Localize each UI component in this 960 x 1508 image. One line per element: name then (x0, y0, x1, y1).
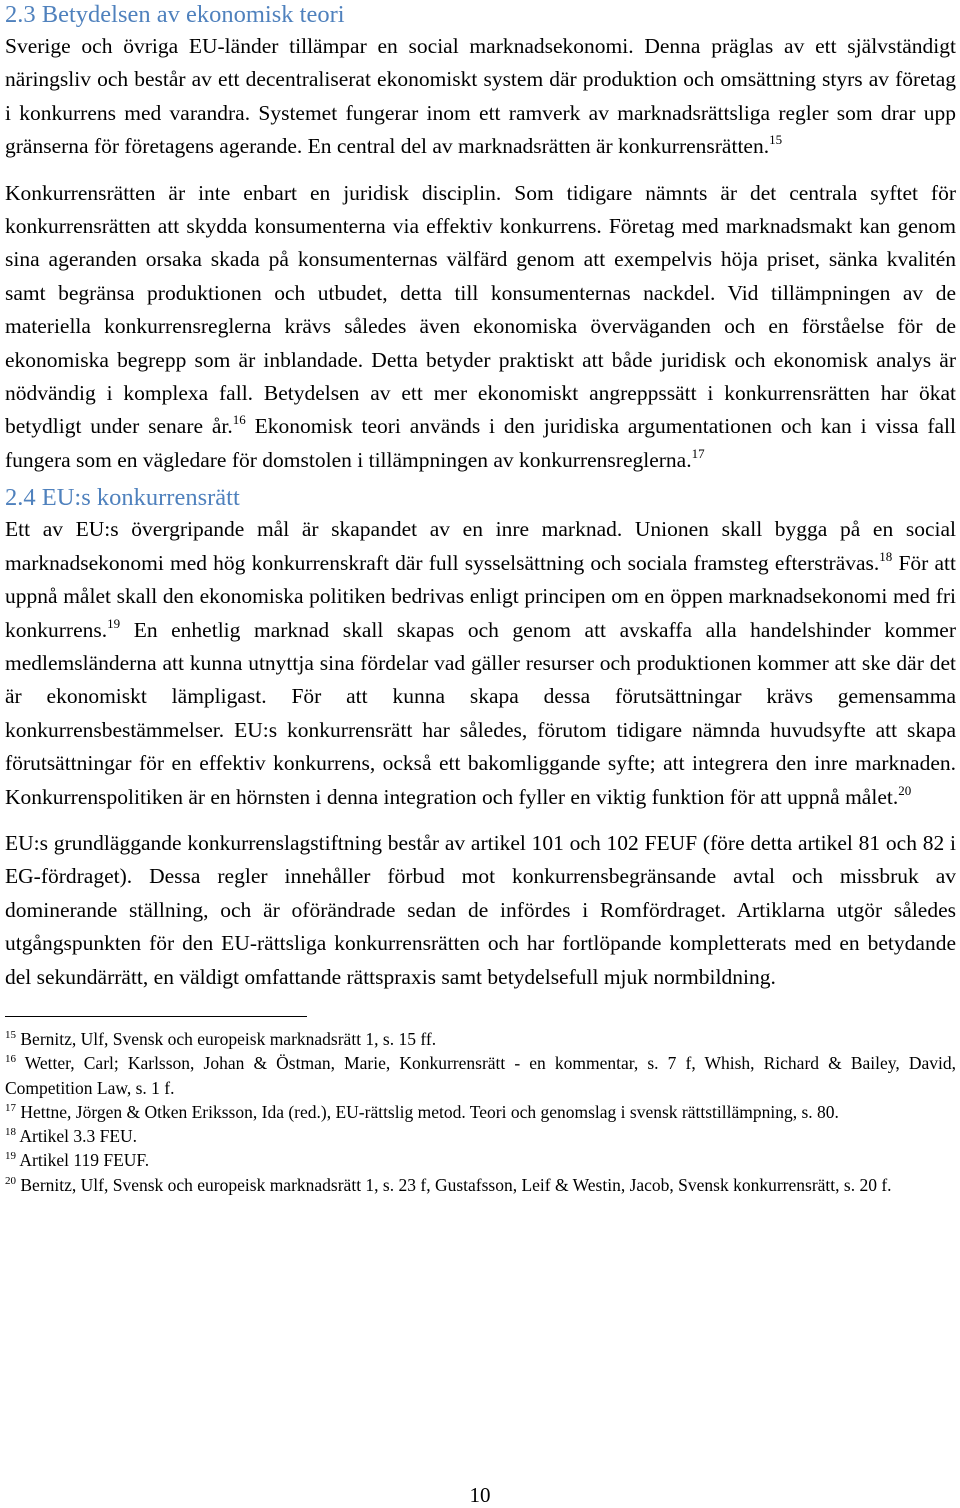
footnote-text: Artikel 119 FEUF. (19, 1150, 150, 1171)
paragraph-2-3-2 (5, 177, 956, 478)
footnote-ref-17: 17 (691, 445, 705, 461)
footnote-19 (5, 1148, 956, 1172)
footnote-17 (5, 1100, 956, 1124)
page-number: 10 (469, 1483, 491, 1507)
footnote-text: Artikel 3.3 FEU. (19, 1126, 138, 1147)
footnote-number: 18 (5, 1126, 16, 1139)
footnote-ref-18: 18 (879, 548, 893, 564)
footnote-text: Bernitz, Ulf, Svensk och europeisk marknadsrätt 1, s. 23 f, Gustafsson, Leif & Westin, Jacob, Svensk konkurrensrätt, s. 20 f. (20, 1174, 892, 1195)
footnote-text: Wetter, Carl; Karlsson, Johan & Östman, Marie, Konkurrensrätt - en kommentar, s. 7 f, Whish, Richard & Bailey, David, Competition Law, s. 1 f. (5, 1053, 956, 1098)
footnote-number: 19 (5, 1150, 16, 1163)
footnote-number: 17 (5, 1101, 16, 1114)
footnote-text: Hettne, Jörgen & Otken Eriksson, Ida (red.), EU-rättslig metod. Teori och genomslag i svensk rättstillämpning, s. 80. (20, 1101, 839, 1122)
footnote-ref-20: 20 (898, 782, 912, 798)
footnote-ref-19: 19 (107, 615, 121, 631)
paragraph-text: För att uppnå målet skall den ekonomiska politiken bedrivas enligt principen om en öppen marknadsekonomi med fri konkurrens. (5, 550, 956, 642)
footnote-text: Bernitz, Ulf, Svensk och europeisk marknadsrätt 1, s. 15 ff. (20, 1028, 437, 1049)
paragraph-text: En enhetlig marknad skall skapas och genom att avskaffa alla handelshinder kommer medlemsländerna att kunna utnyttja sina fördelar vad gäller resurser och produktionen kommer att ske där det är ekonomiskt lämpligast. För att kunna skapa dessa förutsättningar krävs gemensamma konkurrensbestämmelser. EU:s konkurrensrätt har således, förutom tidigare nämnda huvudsyfte att skapa förutsättningar för en effektiv konkurrens, också ett bakomliggande syfte; att integrera den inre marknaden. Konkurrenspolitiken är en hörnsten i denna integration och fyller en viktig funktion för att uppnå målet. (5, 617, 957, 809)
paragraph-text: Sverige och övriga EU-länder tillämpar en social marknadsekonomi. Denna präglas av ett självständigt näringsliv och består av ett decentraliserat ekonomiskt system där produktion och omsättning styrs av företag i konkurrens med varandra. Systemet fungerar inom ett ramverk av marknadsrättsliga regler som drar upp gränserna för företagens agerande. En central del av marknadsrätten är konkurrensrätten. (5, 34, 956, 159)
footnote-15 (5, 1027, 956, 1051)
footnotes (5, 1027, 956, 1197)
footnote-18 (5, 1124, 956, 1148)
paragraph-text: Konkurrensrätten är inte enbart en juridisk disciplin. Som tidigare nämnts är det centrala syftet för konkurrensrätten att skydda konsumenterna via effektiv konkurrens. Företag med marknadsmakt kan genom sina ageranden orsaka skada på konsumenternas välfärd genom att exempelvis höja priset, sänka kvalitén samt begränsa produktionen och utbudet, detta till konsumenternas nackdel. Vid tillämpningen av de materiella konkurrensreglerna krävs således även ekonomiska överväganden och en förståelse för de ekonomiska begrepp som är inblandade. Detta betyder praktiskt att både juridisk och ekonomisk analys är nödvändig i komplexa fall. Betydelsen av ett mer ekonomiskt angreppssätt i konkurrensrätten har ökat betydligt under senare år. (5, 180, 956, 439)
footnote-number: 15 (5, 1028, 16, 1041)
footnote-ref-15: 15 (769, 132, 783, 148)
footnote-number: 16 (5, 1053, 16, 1066)
paragraph-text: Ett av EU:s övergripande mål är skapandet av en inre marknad. Unionen skall bygga på en social marknadsekonomi med hög konkurrenskraft där full sysselsättning och sociala framsteg eftersträvas. (5, 517, 956, 575)
paragraph-2-4-2: EU:s grundläggande konkurrenslagstiftning består av artikel 101 och 102 FEUF (före detta artikel 81 och 82 i EG-fördraget). Dessa regler innehåller förbud mot konkurrensbegränsande avtal och missbruk av dominerande ställning, och är oförändrade sedan de infördes i Romfördraget. Artiklarna utgör således utgångspunkten för den EU-rättsliga konkurrensrätten och har fortlöpande kompletterats med en betydande del sekundärrätt, en väldigt omfattande rättspraxis samt betydelsefull mjuk normbildning. (5, 830, 956, 989)
paragraph-2-4-1 (5, 513, 956, 814)
footnote-ref-16: 16 (232, 412, 246, 428)
section-heading-2-4: 2.4 EU:s konkurrensrätt (5, 484, 240, 512)
paragraph-text: Ekonomisk teori används i den juridiska argumentationen och kan i vissa fall fungera som en vägledare för domstolen i tillämpningen av konkurrensreglerna. (5, 414, 957, 472)
footnote-number: 20 (5, 1174, 16, 1187)
section-heading-2-3: 2.3 Betydelsen av ekonomisk teori (5, 1, 345, 28)
footnote-separator (5, 1016, 307, 1017)
paragraph-2-3-1 (5, 30, 956, 164)
footnote-20 (5, 1173, 956, 1197)
footnote-16 (5, 1051, 956, 1100)
document-page (5, 0, 956, 1197)
